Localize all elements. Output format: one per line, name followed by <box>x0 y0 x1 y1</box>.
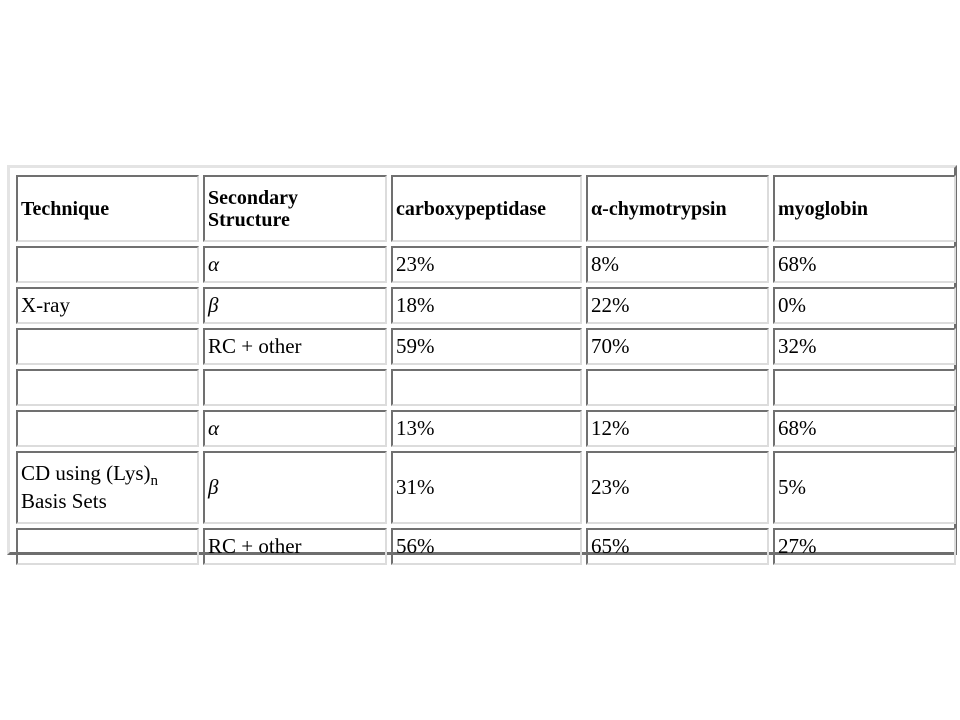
technique-cell <box>16 451 199 524</box>
empty-cell <box>773 369 956 406</box>
chymotrypsin-cell: 23% <box>586 451 769 524</box>
chymotrypsin-cell: 12% <box>586 410 769 447</box>
structure-cell: β <box>203 451 387 524</box>
structure-cell: α <box>203 410 387 447</box>
header-chymotrypsin: α-chymotrypsin <box>586 175 769 242</box>
data-table-frame <box>7 165 957 558</box>
spacer-row <box>16 369 956 406</box>
carboxypeptidase-cell: 13% <box>391 410 582 447</box>
myoglobin-cell: 68% <box>773 410 956 447</box>
header-secondary-structure: Secondary Structure <box>203 175 387 242</box>
header-technique: Technique <box>16 175 199 242</box>
carboxypeptidase-cell: 59% <box>391 328 582 365</box>
chymotrypsin-cell: 22% <box>586 287 769 324</box>
table-row <box>16 246 956 283</box>
structure-cell: RC + other <box>203 528 387 565</box>
table-row <box>16 328 956 365</box>
myoglobin-cell: 68% <box>773 246 956 283</box>
table-row <box>16 451 956 524</box>
structure-cell: RC + other <box>203 328 387 365</box>
carboxypeptidase-cell: 56% <box>391 528 582 565</box>
structure-cell: α <box>203 246 387 283</box>
table-row <box>16 287 956 324</box>
technique-cell <box>16 246 199 283</box>
header-row <box>16 175 956 242</box>
technique-cell <box>16 410 199 447</box>
chymotrypsin-cell: 65% <box>586 528 769 565</box>
empty-cell <box>586 369 769 406</box>
technique-subscript: n <box>150 473 159 490</box>
empty-cell <box>16 369 199 406</box>
carboxypeptidase-cell: 18% <box>391 287 582 324</box>
technique-line2: Basis Sets <box>21 488 107 513</box>
table-row <box>16 410 956 447</box>
empty-cell <box>203 369 387 406</box>
technique-cell <box>16 328 199 365</box>
technique-cell <box>16 528 199 565</box>
myoglobin-cell: 32% <box>773 328 956 365</box>
myoglobin-cell: 0% <box>773 287 956 324</box>
chymotrypsin-cell: 70% <box>586 328 769 365</box>
header-myoglobin: myoglobin <box>773 175 956 242</box>
carboxypeptidase-cell: 31% <box>391 451 582 524</box>
secondary-structure-table <box>12 171 960 569</box>
myoglobin-cell: 27% <box>773 528 956 565</box>
carboxypeptidase-cell: 23% <box>391 246 582 283</box>
empty-cell <box>391 369 582 406</box>
structure-cell: β <box>203 287 387 324</box>
technique-prefix: CD using (Lys) <box>21 461 151 486</box>
technique-cell: X-ray <box>16 287 199 324</box>
myoglobin-cell: 5% <box>773 451 956 524</box>
chymotrypsin-cell: 8% <box>586 246 769 283</box>
header-carboxypeptidase: carboxypeptidase <box>391 175 582 242</box>
table-row <box>16 528 956 565</box>
